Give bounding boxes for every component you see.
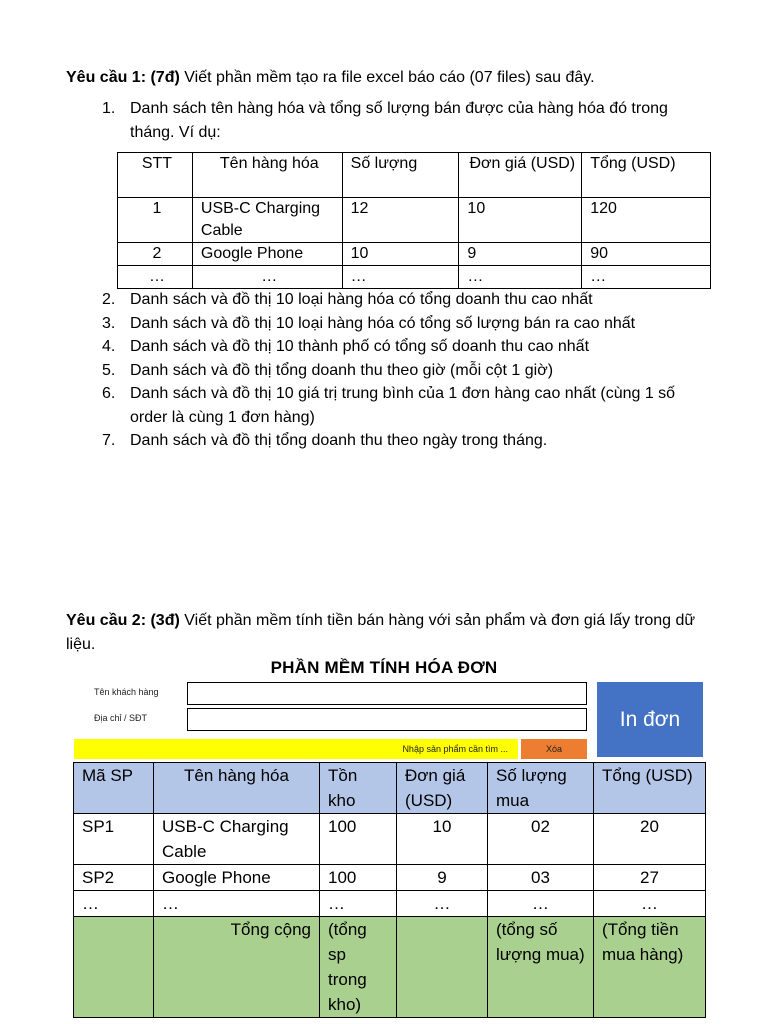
list-number: 4.: [102, 338, 116, 355]
table-cell: 12: [342, 198, 459, 243]
list-text: Danh sách và đồ thị 10 loại hàng hóa có tổng doanh thu cao nhất: [130, 291, 593, 308]
table-cell: SP1: [74, 814, 154, 865]
customer-name-label: Tên khách hàng: [94, 687, 159, 697]
table-cell: 03: [488, 865, 594, 891]
invoice-table: [73, 762, 706, 1018]
report-list-top: [102, 97, 712, 144]
table-cell: …: [192, 266, 342, 289]
customer-name-input[interactable]: [187, 682, 587, 705]
table-cell: 100: [320, 865, 397, 891]
table-cell: …: [118, 266, 193, 289]
table-cell: …: [154, 891, 320, 917]
list-number: 5.: [102, 361, 116, 379]
header-cell: Tồn kho: [320, 763, 397, 814]
table-cell: 20: [594, 814, 706, 865]
table-cell: 9: [397, 865, 488, 891]
table-cell: …: [74, 891, 154, 917]
list-text: Danh sách và đồ thị 10 thành phố có tổng số doanh thu cao nhất: [130, 338, 590, 355]
table-cell: Google Phone: [192, 243, 342, 266]
list-item: [102, 382, 712, 429]
header-cell: STT: [118, 153, 193, 198]
invoice-form-title: PHẦN MỀM TÍNH HÓA ĐƠN: [270, 658, 498, 677]
total-quantity-cell: (tổng số lượng mua): [488, 917, 594, 1018]
table-cell: SP2: [74, 865, 154, 891]
table-cell: 02: [488, 814, 594, 865]
table-cell: 10: [397, 814, 488, 865]
requirement-2-text: Viết phần mềm tính tiền bán hàng với sản phẩm và đơn giá lấy trong dữ liệu.: [66, 612, 696, 653]
header-cell: Đơn giá (USD): [397, 763, 488, 814]
table-cell: 10: [459, 198, 582, 243]
address-phone-label: Địa chỉ / SĐT: [94, 713, 148, 723]
list-item: [102, 288, 712, 312]
table-cell: …: [397, 891, 488, 917]
table-row[interactable]: [74, 865, 706, 891]
table-cell: [397, 917, 488, 1018]
list-item: [102, 312, 712, 336]
table-cell: 27: [594, 865, 706, 891]
table-cell: …: [320, 891, 397, 917]
table-cell: Google Phone: [154, 865, 320, 891]
table-row: [118, 243, 711, 266]
header-cell: Tên hàng hóa: [192, 153, 342, 198]
list-text: Danh sách và đồ thị tổng doanh thu theo ngày trong tháng.: [130, 432, 548, 449]
table-cell: 9: [459, 243, 582, 266]
table-cell: 120: [582, 198, 711, 243]
delete-button[interactable]: Xóa: [521, 739, 587, 759]
list-number: 2.: [102, 291, 116, 308]
list-text: Danh sách và đồ thị 10 loại hàng hóa có tổng số lượng bán ra cao nhất: [130, 314, 636, 332]
list-number: 7.: [102, 432, 116, 449]
table-cell: …: [459, 266, 582, 289]
list-item: [102, 97, 712, 144]
table-cell: 10: [342, 243, 459, 266]
table-row: [118, 198, 711, 243]
table-cell: 2: [118, 243, 193, 266]
total-stock-cell: (tổng sp trong kho): [320, 917, 397, 1018]
header-cell: Tổng (USD): [582, 153, 711, 198]
address-phone-input[interactable]: [187, 708, 587, 731]
table-cell: [74, 917, 154, 1018]
table-cell: …: [342, 266, 459, 289]
table-row: [74, 891, 706, 917]
table-header-row: [118, 153, 711, 198]
table-cell: …: [582, 266, 711, 289]
table-cell: 100: [320, 814, 397, 865]
requirement-2: [66, 609, 706, 657]
requirement-1-text: Viết phần mềm tạo ra file excel báo cáo (07 files) sau đây.: [179, 69, 595, 86]
requirement-2-label: Yêu cầu 2: (3đ): [66, 612, 180, 629]
requirement-1: [66, 66, 706, 90]
list-number: 3.: [102, 314, 116, 332]
list-item: [102, 429, 712, 453]
table-row[interactable]: [74, 814, 706, 865]
total-label: Tổng cộng: [154, 917, 320, 1018]
table-row: [118, 266, 711, 289]
list-text: Danh sách tên hàng hóa và tổng số lượng bán được của hàng hóa đó trong tháng. Ví dụ:: [130, 100, 668, 141]
list-item: [102, 359, 712, 383]
table-cell: 1: [118, 198, 193, 243]
table-header-row: [74, 763, 706, 814]
header-cell: Tên hàng hóa: [154, 763, 320, 814]
total-amount-cell: (Tổng tiền mua hàng): [594, 917, 706, 1018]
header-cell: Đơn giá (USD): [459, 153, 582, 198]
table-cell: USB-C Charging Cable: [192, 198, 342, 243]
table-total-row: [74, 917, 706, 1018]
product-search-input[interactable]: Nhập sản phẩm cần tìm ...: [74, 739, 518, 759]
sales-summary-table: [117, 152, 711, 289]
header-cell: Mã SP: [74, 763, 154, 814]
list-number: 6.: [102, 385, 116, 402]
table-cell: …: [594, 891, 706, 917]
report-list-bottom: [102, 288, 712, 453]
header-cell: Số lượng: [342, 153, 459, 198]
table-cell: …: [488, 891, 594, 917]
list-number: 1.: [102, 100, 116, 117]
list-text: Danh sách và đồ thị tổng doanh thu theo giờ (mỗi cột 1 giờ): [130, 361, 554, 379]
header-cell: Số lượng mua: [488, 763, 594, 814]
table-cell: 90: [582, 243, 711, 266]
list-item: [102, 335, 712, 359]
requirement-1-label: Yêu cầu 1: (7đ): [66, 69, 180, 86]
table-cell: USB-C Charging Cable: [154, 814, 320, 865]
print-invoice-button[interactable]: In đơn: [597, 682, 703, 757]
header-cell: Tổng (USD): [594, 763, 706, 814]
list-text: Danh sách và đồ thị 10 giá trị trung bình của 1 đơn hàng cao nhất (cùng 1 số order là cùng 1 đơn hàng): [130, 385, 676, 426]
